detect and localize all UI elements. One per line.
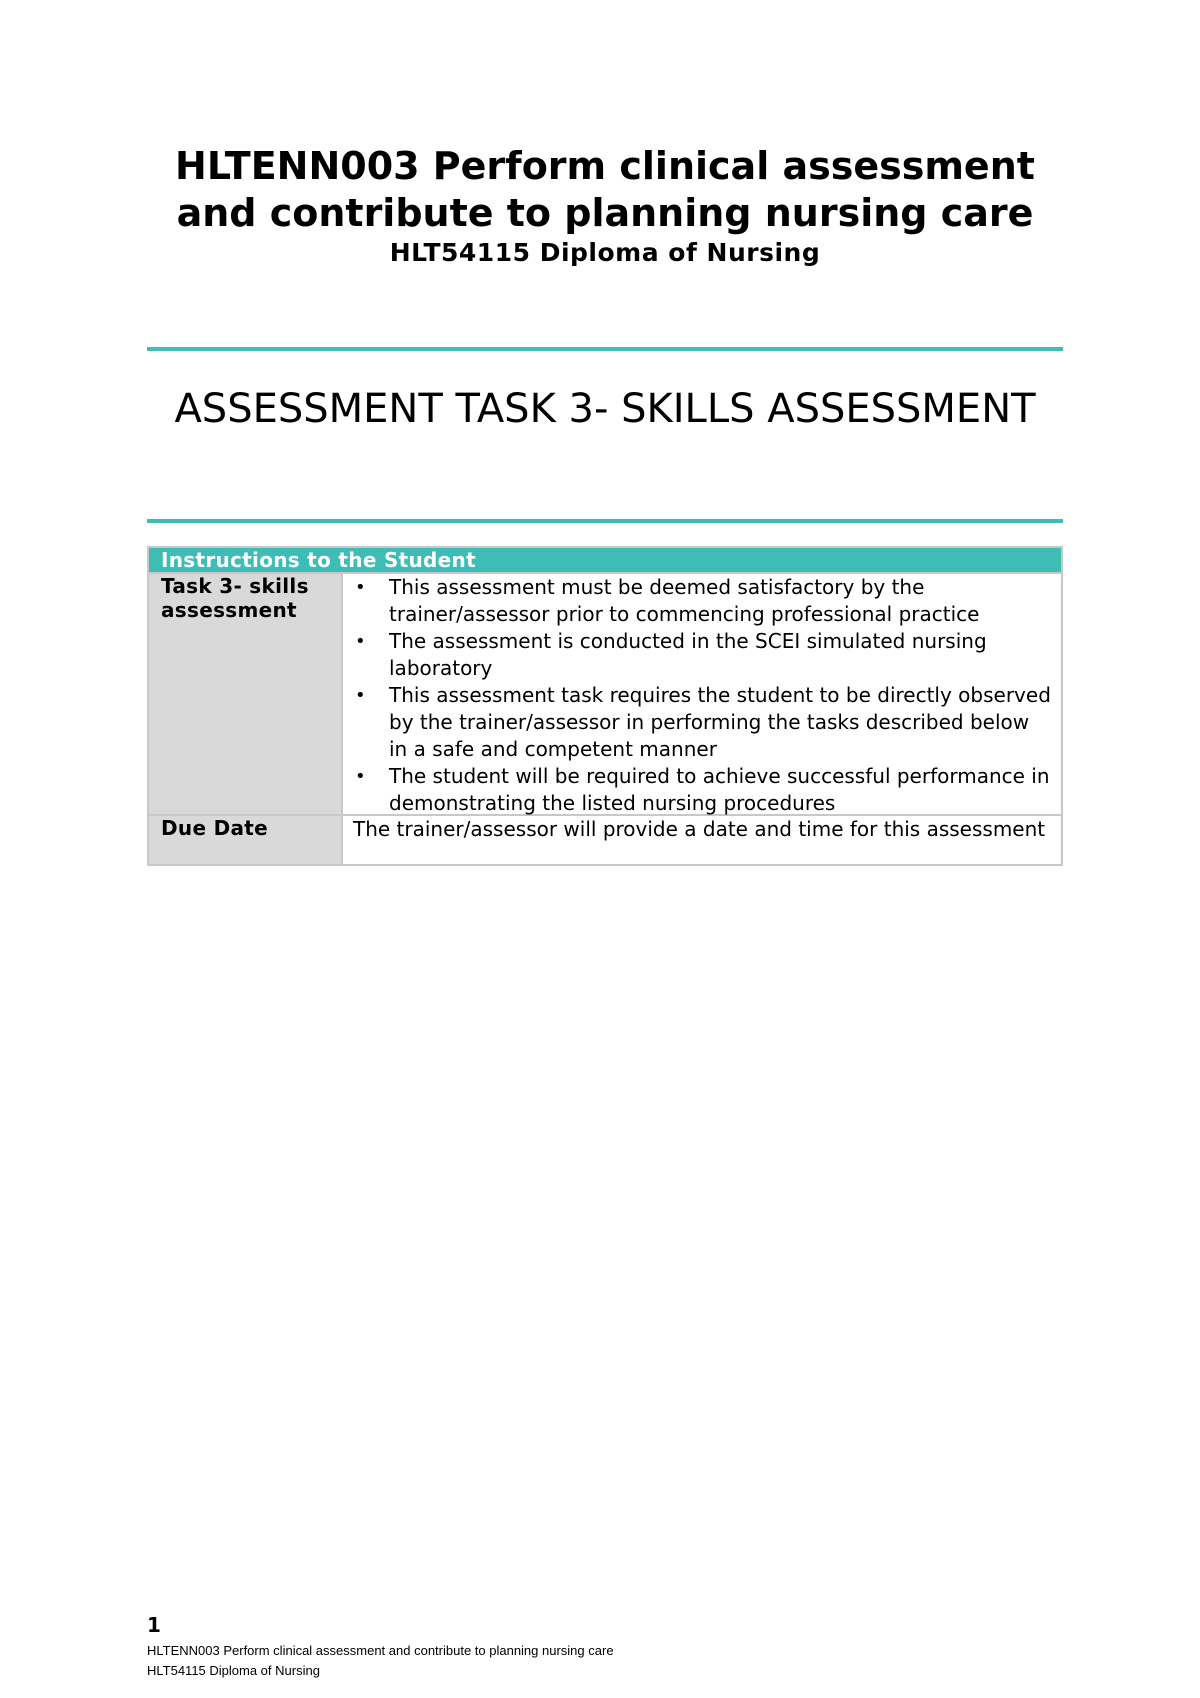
- due-date-label: Due Date: [149, 816, 343, 864]
- list-item: [343, 574, 1053, 628]
- bullet-icon: •: [355, 631, 366, 652]
- footer-qualification: HLT54115 Diploma of Nursing: [147, 1663, 320, 1678]
- instruction-list: [343, 574, 1053, 817]
- table-header: Instructions to the Student: [149, 548, 1061, 572]
- list-item: [343, 628, 1053, 682]
- task-row: [149, 572, 1061, 814]
- task-row-label: Task 3- skills assessment: [149, 574, 343, 814]
- bullet-icon: •: [355, 766, 366, 787]
- list-item: [343, 682, 1053, 763]
- bullet-icon: •: [355, 577, 366, 598]
- due-date-row: [149, 814, 1061, 864]
- divider-top: [147, 347, 1063, 351]
- list-item-text: This assessment must be deemed satisfactory by the trainer/assessor prior to commencing professional practice: [389, 575, 980, 626]
- task-heading: ASSESSMENT TASK 3- SKILLS ASSESSMENT: [174, 386, 1036, 432]
- due-date-text: The trainer/assessor will provide a date and time for this assessment: [353, 817, 1046, 841]
- footer-unit-title: HLTENN003 Perform clinical assessment and contribute to planning nursing care: [147, 1643, 614, 1658]
- list-item: [343, 763, 1053, 817]
- list-item-text: This assessment task requires the student to be directly observed by the trainer/assessor in performing the tasks described below in a safe and competent manner: [389, 683, 1051, 761]
- divider-bottom: [147, 519, 1063, 523]
- page-number: 1: [147, 1613, 161, 1637]
- qualification-subtitle: HLT54115 Diploma of Nursing: [389, 238, 821, 267]
- list-item-text: The assessment is conducted in the SCEI simulated nursing laboratory: [389, 629, 987, 680]
- task-row-content: [343, 574, 1061, 814]
- list-item-text: The student will be required to achieve successful performance in demonstrating the listed nursing procedures: [389, 764, 1050, 815]
- unit-title: HLTENN003 Perform clinical assessment and contribute to planning nursing care: [175, 144, 1035, 235]
- title-block: [147, 143, 1063, 269]
- bullet-icon: •: [355, 685, 366, 706]
- instructions-table: [147, 546, 1063, 866]
